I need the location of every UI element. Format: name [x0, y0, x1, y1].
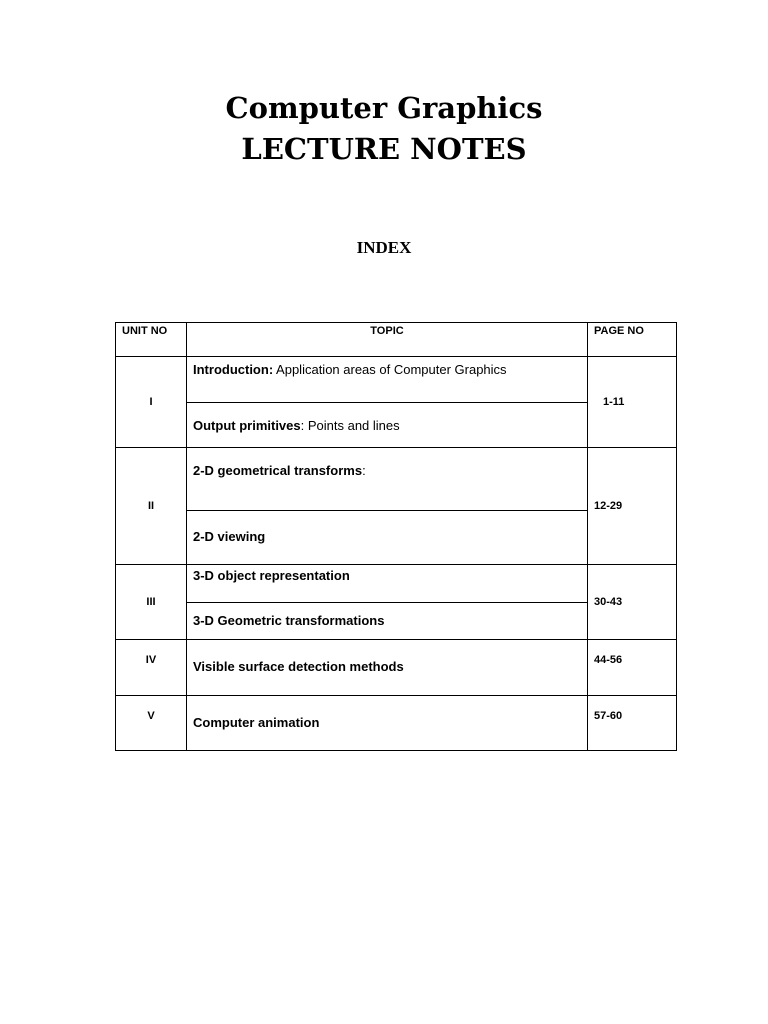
index-heading: INDEX [356, 238, 412, 257]
page-range: 12-29 [588, 448, 677, 565]
unit-number: III [116, 565, 187, 640]
topic-cell [187, 357, 588, 403]
table-row [116, 696, 677, 751]
topic-cell [187, 403, 588, 448]
page-range: 1-11 [588, 357, 677, 448]
topic-title: Visible surface detection methods [193, 659, 404, 674]
topic-detail: Application areas of Computer Graphics [273, 362, 507, 377]
topic-cell [187, 511, 588, 565]
page-range: 30-43 [588, 565, 677, 640]
topic-title: 3-D Geometric transformations [193, 613, 385, 628]
header-unit-no: UNIT NO [116, 323, 187, 357]
topic-cell [187, 448, 588, 511]
table-header-row [116, 323, 677, 357]
topic-title: 2-D viewing [193, 529, 266, 544]
header-page-no: PAGE NO [588, 323, 677, 357]
table-row [116, 448, 677, 511]
unit-number: V [116, 696, 187, 751]
unit-number: IV [116, 640, 187, 696]
unit-number: II [116, 448, 187, 565]
topic-detail: : [362, 463, 366, 478]
topic-cell [187, 640, 588, 696]
topic-title: 3-D object representation [193, 568, 350, 583]
topic-title: Output primitives [193, 418, 301, 433]
table-row [116, 565, 677, 603]
page-range: 57-60 [588, 696, 677, 751]
header-topic: TOPIC [187, 323, 588, 357]
index-table [115, 322, 677, 751]
unit-number: I [116, 357, 187, 448]
table-row [116, 640, 677, 696]
topic-cell [187, 565, 588, 603]
topic-cell [187, 603, 588, 640]
table-row [116, 357, 677, 403]
topic-title: 2-D geometrical transforms [193, 463, 363, 478]
topic-cell [187, 696, 588, 751]
topic-detail: : Points and lines [300, 418, 400, 433]
topic-title: Computer animation [193, 715, 320, 730]
document-title: Computer Graphics [225, 91, 543, 125]
document-subtitle: LECTURE NOTES [241, 132, 527, 166]
page-range: 44-56 [588, 640, 677, 696]
topic-title: Introduction: [193, 362, 274, 377]
